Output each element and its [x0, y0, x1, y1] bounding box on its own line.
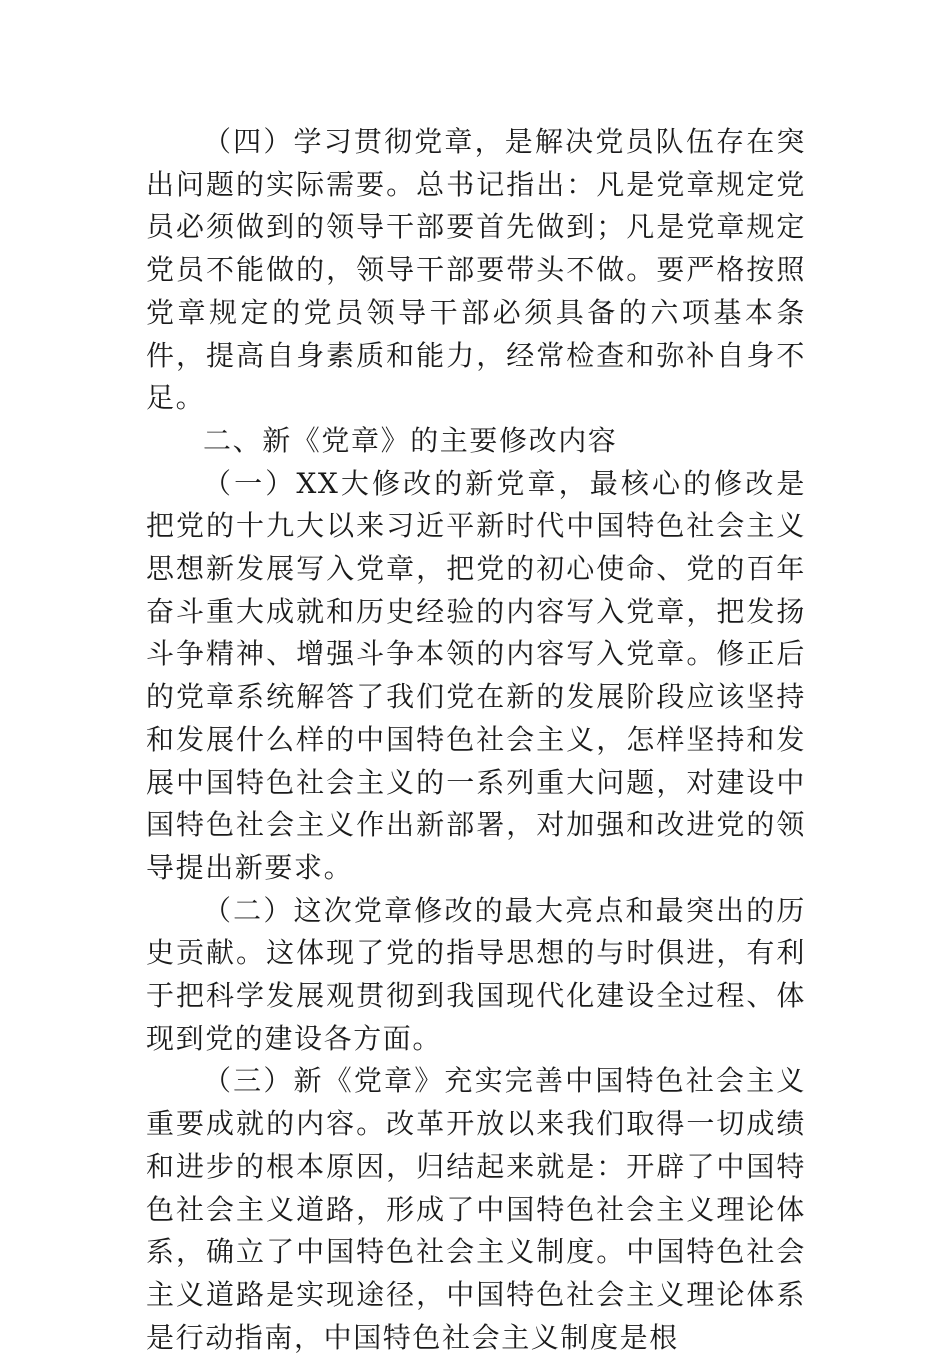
paragraph-revision-2: （二）这次党章修改的最大亮点和最突出的历史贡献。这体现了党的指导思想的与时俱进，有利于把科学发展观贯彻到我国现代化建设全过程、体现到党的建设各方面。: [146, 893, 806, 1055]
document-body: [146, 121, 806, 1359]
paragraph-section-4-party-constitution: （四）学习贯彻党章，是解决党员队伍存在突出问题的实际需要。总书记指出：凡是党章规定党员必须做到的领导干部要首先做到；凡是党章规定党员不能做的，领导干部要带头不做。要严格按照党章规定的党员领导干部必须具备的六项基本条件，提高自身素质和能力，经常检查和弥补自身不足。: [146, 125, 806, 415]
paragraph-revision-1: （一）XX大修改的新党章，最核心的修改是把党的十九大以来习近平新时代中国特色社会主义思想新发展写入党章，把党的初心使命、党的百年奋斗重大成就和历史经验的内容写入党章，把发扬斗争精神、增强斗争本领的内容写入党章。修正后的党章系统解答了我们党在新的发展阶段应该坚持和发展什么样的中国特色社会主义，怎样坚持和发展中国特色社会主义的一系列重大问题，对建设中国特色社会主义作出新部署，对加强和改进党的领导提出新要求。: [146, 466, 806, 884]
paragraph-revision-3: （三）新《党章》充实完善中国特色社会主义重要成就的内容。改革开放以来我们取得一切成绩和进步的根本原因，归结起来就是：开辟了中国特色社会主义道路，形成了中国特色社会主义理论体系，确立了中国特色社会主义制度。中国特色社会主义道路是实现途径，中国特色社会主义理论体系是行动指南，中国特色社会主义制度是根: [146, 1064, 806, 1354]
section-heading-main-revisions: 二、新《党章》的主要修改内容: [203, 423, 618, 457]
